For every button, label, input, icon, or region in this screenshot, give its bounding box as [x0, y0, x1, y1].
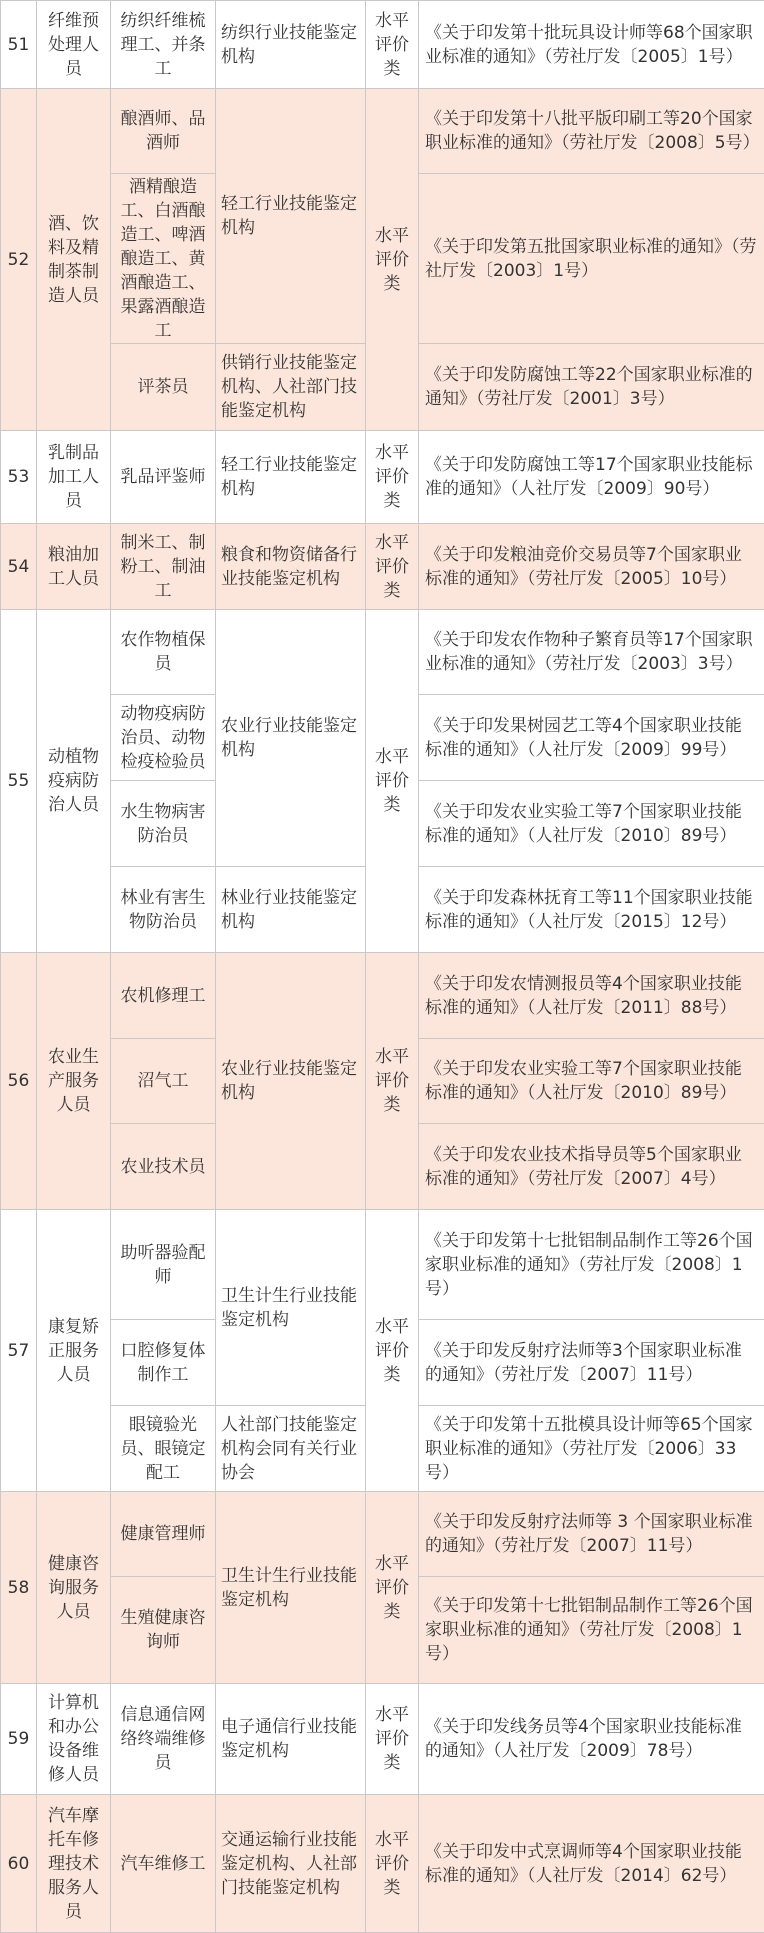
document-cell: 《关于印发第十五批模具设计师等65个国家职业标准的通知》（劳社厅发〔2006〕33号） [419, 1406, 764, 1492]
row-number: 55 [1, 610, 37, 953]
category-cell: 粮油加工人员 [37, 524, 111, 610]
document-cell: 《关于印发农业实验工等7个国家职业技能标准的通知》（人社厅发〔2010〕89号） [419, 781, 764, 867]
table-row [1, 89, 764, 174]
document-cell: 《关于印发果树园艺工等4个国家职业技能标准的通知》（人社厅发〔2009〕99号） [419, 695, 764, 781]
row-number: 56 [1, 953, 37, 1210]
document-cell: 《关于印发第十八批平版印刷工等20个国家职业标准的通知》（劳社厅发〔2008〕5号） [419, 89, 764, 174]
organization-cell: 农业行业技能鉴定机构 [216, 610, 366, 867]
occupation-cell: 动物疫病防治员、动物检疫检验员 [111, 695, 216, 781]
evaluation-type-cell: 水平评价类 [366, 89, 419, 431]
document-cell: 《关于印发农情测报员等4个国家职业技能标准的通知》（人社厅发〔2011〕88号） [419, 953, 764, 1039]
organization-cell: 农业行业技能鉴定机构 [216, 953, 366, 1210]
table-row [1, 953, 764, 1039]
organization-cell: 纺织行业技能鉴定机构 [216, 1, 366, 89]
row-number: 58 [1, 1492, 37, 1684]
row-number: 54 [1, 524, 37, 610]
document-cell: 《关于印发第十七批铝制品制作工等26个国家职业标准的通知》（劳社厅发〔2008〕1号） [419, 1210, 764, 1320]
occupation-cell: 乳品评鉴师 [111, 431, 216, 524]
occupation-cell: 健康管理师 [111, 1492, 216, 1577]
occupation-cell: 汽车维修工 [111, 1795, 216, 1933]
occupation-cell: 制米工、制粉工、制油工 [111, 524, 216, 610]
row-number: 51 [1, 1, 37, 89]
document-cell: 《关于印发防腐蚀工等17个国家职业技能标准的通知》（人社厅发〔2009〕90号） [419, 431, 764, 524]
document-cell: 《关于印发第十批玩具设计师等68个国家职业标准的通知》（劳社厅发〔2005〕1号） [419, 1, 764, 89]
occupation-cell: 信息通信网络终端维修员 [111, 1684, 216, 1795]
evaluation-type-cell: 水平评价类 [366, 1210, 419, 1492]
category-cell: 健康咨询服务人员 [37, 1492, 111, 1684]
category-cell: 汽车摩托车修理技术服务人员 [37, 1795, 111, 1933]
category-cell: 康复矫正服务人员 [37, 1210, 111, 1492]
organization-cell: 交通运输行业技能鉴定机构、人社部门技能鉴定机构 [216, 1795, 366, 1933]
occupation-cell: 农机修理工 [111, 953, 216, 1039]
category-cell: 乳制品加工人员 [37, 431, 111, 524]
category-cell: 纤维预处理人员 [37, 1, 111, 89]
document-cell: 《关于印发反射疗法师等3个国家职业标准的通知》（劳社厅发〔2007〕11号） [419, 1320, 764, 1406]
occupation-cell: 酿酒师、品酒师 [111, 89, 216, 174]
row-number: 53 [1, 431, 37, 524]
document-cell: 《关于印发农作物种子繁育员等17个国家职业标准的通知》（劳社厅发〔2003〕3号） [419, 610, 764, 695]
document-cell: 《关于印发森林抚育工等11个国家职业技能标准的通知》（人社厅发〔2015〕12号） [419, 867, 764, 953]
organization-cell: 人社部门技能鉴定机构会同有关行业协会 [216, 1406, 366, 1492]
organization-cell: 电子通信行业技能鉴定机构 [216, 1684, 366, 1795]
table-row [1, 1492, 764, 1577]
document-cell: 《关于印发线务员等4个国家职业技能标准的通知》（人社厅发〔2009〕78号） [419, 1684, 764, 1795]
evaluation-type-cell: 水平评价类 [366, 1795, 419, 1933]
organization-cell: 供销行业技能鉴定机构、人社部门技能鉴定机构 [216, 344, 366, 431]
table-row [1, 431, 764, 524]
organization-cell: 卫生计生行业技能鉴定机构 [216, 1492, 366, 1684]
table-row [1, 1, 764, 89]
evaluation-type-cell: 水平评价类 [366, 1, 419, 89]
document-cell: 《关于印发农业实验工等7个国家职业技能标准的通知》（人社厅发〔2010〕89号） [419, 1039, 764, 1124]
evaluation-type-cell: 水平评价类 [366, 1684, 419, 1795]
document-cell: 《关于印发反射疗法师等 3 个国家职业标准的通知》（劳社厅发〔2007〕11号） [419, 1492, 764, 1577]
document-cell: 《关于印发防腐蚀工等22个国家职业标准的通知》（劳社厅发〔2001〕3号） [419, 344, 764, 431]
table-row [1, 524, 764, 610]
document-cell: 《关于印发第五批国家职业标准的通知》（劳社厅发〔2003〕1号） [419, 174, 764, 344]
category-cell: 计算机和办公设备维修人员 [37, 1684, 111, 1795]
row-number: 52 [1, 89, 37, 431]
occupation-cell: 眼镜验光员、眼镜定配工 [111, 1406, 216, 1492]
evaluation-type-cell: 水平评价类 [366, 953, 419, 1210]
evaluation-type-cell: 水平评价类 [366, 1492, 419, 1684]
occupation-cell: 酒精酿造工、白酒酿造工、啤酒酿造工、黄酒酿造工、果露酒酿造工 [111, 174, 216, 344]
occupation-cell: 助听器验配师 [111, 1210, 216, 1320]
occupation-cell: 农业技术员 [111, 1124, 216, 1210]
occupation-cell: 生殖健康咨询师 [111, 1577, 216, 1684]
row-number: 57 [1, 1210, 37, 1492]
organization-cell: 轻工行业技能鉴定机构 [216, 431, 366, 524]
category-cell: 农业生产服务人员 [37, 953, 111, 1210]
evaluation-type-cell: 水平评价类 [366, 431, 419, 524]
row-number: 60 [1, 1795, 37, 1933]
table-row [1, 1795, 764, 1933]
occupation-cell: 林业有害生物防治员 [111, 867, 216, 953]
occupation-cell: 农作物植保员 [111, 610, 216, 695]
occupation-cell: 评茶员 [111, 344, 216, 431]
organization-cell: 粮食和物资储备行业技能鉴定机构 [216, 524, 366, 610]
row-number: 59 [1, 1684, 37, 1795]
evaluation-type-cell: 水平评价类 [366, 610, 419, 953]
category-cell: 酒、饮料及精制茶制造人员 [37, 89, 111, 431]
organization-cell: 林业行业技能鉴定机构 [216, 867, 366, 953]
organization-cell: 卫生计生行业技能鉴定机构 [216, 1210, 366, 1406]
evaluation-type-cell: 水平评价类 [366, 524, 419, 610]
occupation-cell: 纺织纤维梳理工、并条工 [111, 1, 216, 89]
organization-cell: 轻工行业技能鉴定机构 [216, 89, 366, 344]
document-cell: 《关于印发粮油竞价交易员等7个国家职业标准的通知》（劳社厅发〔2005〕10号） [419, 524, 764, 610]
table-row [1, 610, 764, 695]
table-row [1, 1684, 764, 1795]
document-cell: 《关于印发第十七批铝制品制作工等26个国家职业标准的通知》（劳社厅发〔2008〕1号） [419, 1577, 764, 1684]
occupation-cell: 口腔修复体制作工 [111, 1320, 216, 1406]
table-row [1, 1210, 764, 1320]
document-cell: 《关于印发中式烹调师等4个国家职业技能标准的通知》（人社厅发〔2014〕62号） [419, 1795, 764, 1933]
category-cell: 动植物疫病防治人员 [37, 610, 111, 953]
occupation-cell: 沼气工 [111, 1039, 216, 1124]
occupation-cell: 水生物病害防治员 [111, 781, 216, 867]
document-cell: 《关于印发农业技术指导员等5个国家职业标准的通知》（劳社厅发〔2007〕4号） [419, 1124, 764, 1210]
